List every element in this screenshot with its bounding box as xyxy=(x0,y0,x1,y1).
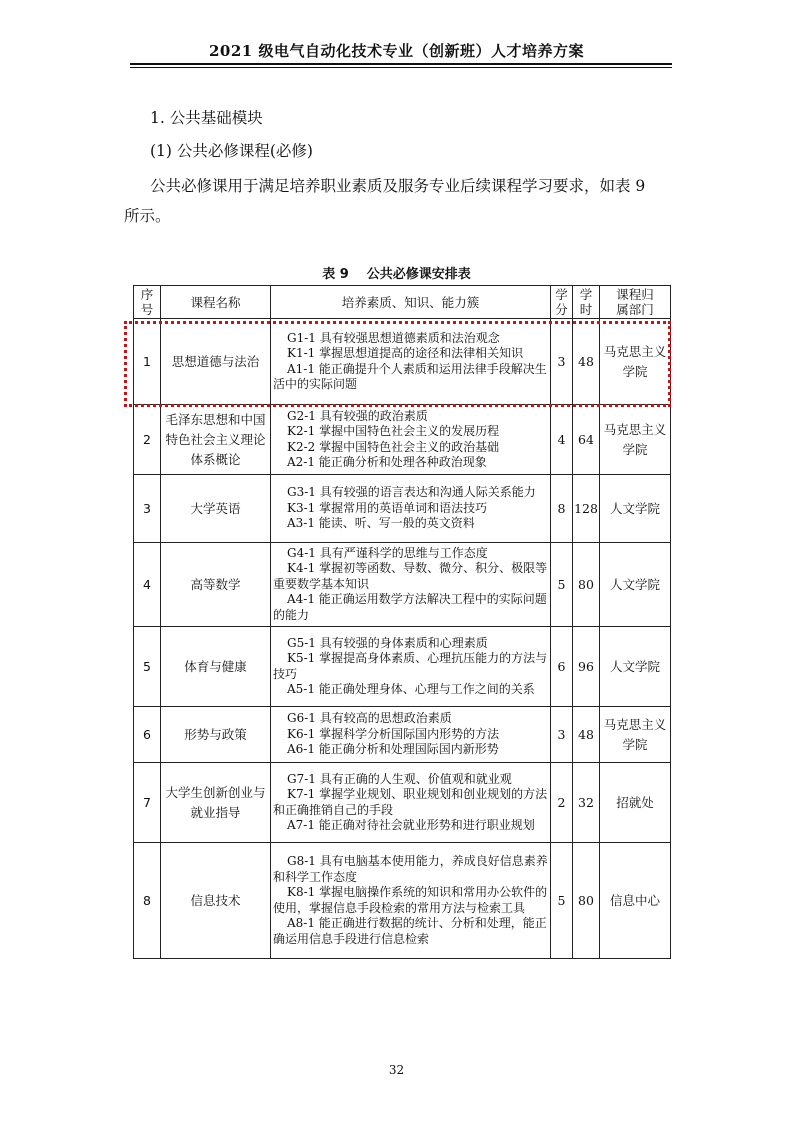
header-course-name: 课程名称 xyxy=(161,286,271,319)
table-header-row xyxy=(134,286,671,319)
header-index: 序 号 xyxy=(134,286,161,319)
row-credits: 2 xyxy=(551,763,573,843)
row-index: 7 xyxy=(134,763,161,843)
row-highlight-box xyxy=(124,321,671,407)
intro-paragraph-line2: 所示。 xyxy=(124,207,171,225)
table-row xyxy=(134,405,671,475)
row-credits: 3 xyxy=(551,319,573,405)
table-row xyxy=(134,543,671,627)
row-hours: 64 xyxy=(573,405,600,475)
row-index: 8 xyxy=(134,843,161,959)
row-hours: 128 xyxy=(573,475,600,543)
row-department: 信息中心 xyxy=(600,843,671,959)
row-course-name: 高等数学 xyxy=(161,543,271,627)
row-course-name: 体育与健康 xyxy=(161,627,271,707)
row-credits: 3 xyxy=(551,707,573,763)
header-competencies: 培养素质、知识、能力簇 xyxy=(271,286,551,319)
row-course-name: 思想道德与法治 xyxy=(161,319,271,405)
row-competencies: G3-1 具有较强的语言表达和沟通人际关系能力 K3-1 掌握常用的英语单词和语法技巧 A3-1 能读、听、写一般的英文资料 xyxy=(271,475,551,543)
table-row xyxy=(134,843,671,959)
row-competencies: G2-1 具有较强的政治素质 K2-1 掌握中国特色社会主义的发展历程 K2-2 掌握中国特色社会主义的政治基础 A2-1 能正确分析和处理各种政治现象 xyxy=(271,405,551,475)
table-caption-title: 公共必修课安排表 xyxy=(366,267,471,282)
page-number: 32 xyxy=(388,1063,405,1077)
table-row xyxy=(134,763,671,843)
header-department: 课程归 属部门 xyxy=(600,286,671,319)
table-row xyxy=(134,475,671,543)
intro-paragraph-line1: 公共必修课用于满足培养职业素质及服务专业后续课程学习要求，如表 9 xyxy=(150,177,646,195)
subsection-heading: (1) 公共必修课程(必修) xyxy=(150,142,313,160)
row-course-name: 大学生创新创业与就业指导 xyxy=(161,763,271,843)
header-hours: 学 时 xyxy=(573,286,600,319)
row-hours: 32 xyxy=(573,763,600,843)
row-department: 人文学院 xyxy=(600,543,671,627)
row-course-name: 形势与政策 xyxy=(161,707,271,763)
header-rule xyxy=(130,63,672,65)
row-competencies: G7-1 具有正确的人生观、价值观和就业观 K7-1 掌握学业规划、职业规划和创业规划的方法和正确推销自己的手段 A7-1 能正确对待社会就业形势和进行职业规划 xyxy=(271,763,551,843)
row-credits: 6 xyxy=(551,627,573,707)
row-hours: 48 xyxy=(573,319,600,405)
header-credits: 学 分 xyxy=(551,286,573,319)
table-row xyxy=(134,627,671,707)
row-course-name: 毛泽东思想和中国特色社会主义理论体系概论 xyxy=(161,405,271,475)
row-department: 招就处 xyxy=(600,763,671,843)
row-credits: 4 xyxy=(551,405,573,475)
row-competencies: G4-1 具有严谨科学的思维与工作态度 K4-1 掌握初等函数、导数、微分、积分、极限等重要数学基本知识 A4-1 能正确运用数学方法解决工程中的实际问题的能力 xyxy=(271,543,551,627)
row-hours: 96 xyxy=(573,627,600,707)
row-index: 5 xyxy=(134,627,161,707)
row-index: 6 xyxy=(134,707,161,763)
row-department: 马克思主义学院 xyxy=(600,319,671,405)
row-hours: 48 xyxy=(573,707,600,763)
table-caption-label: 表 9 xyxy=(322,267,349,282)
row-index: 3 xyxy=(134,475,161,543)
row-competencies: G8-1 具有电脑基本使用能力，养成良好信息素养和科学工作态度 K8-1 掌握电脑操作系统的知识和常用办公软件的使用，掌握信息手段检索的常用方法与检索工具 A8-1 能正确进行数据的统计、分析和处理，能正确运用信息手段进行信息检索 xyxy=(271,843,551,959)
table-caption xyxy=(0,263,793,282)
row-index: 2 xyxy=(134,405,161,475)
row-index: 1 xyxy=(134,319,161,405)
row-department: 人文学院 xyxy=(600,475,671,543)
row-hours: 80 xyxy=(573,543,600,627)
header-rule-thin xyxy=(130,67,672,68)
row-hours: 80 xyxy=(573,843,600,959)
row-course-name: 大学英语 xyxy=(161,475,271,543)
row-index: 4 xyxy=(134,543,161,627)
table-row xyxy=(134,707,671,763)
row-competencies: G1-1 具有较强思想道德素质和法治观念 K1-1 掌握思想道提高的途径和法律相关知识 A1-1 能正确提升个人素质和运用法律手段解决生活中的实际问题 xyxy=(271,319,551,405)
row-competencies: G6-1 具有较高的思想政治素质 K6-1 掌握科学分析国际国内形势的方法 A6-1 能正确分析和处理国际国内新形势 xyxy=(271,707,551,763)
row-department: 人文学院 xyxy=(600,627,671,707)
row-course-name: 信息技术 xyxy=(161,843,271,959)
row-credits: 5 xyxy=(551,543,573,627)
row-department: 马克思主义学院 xyxy=(600,405,671,475)
row-competencies: G5-1 具有较强的身体素质和心理素质 K5-1 掌握提高身体素质、心理抗压能力的方法与技巧 A5-1 能正确处理身体、心理与工作之间的关系 xyxy=(271,627,551,707)
row-credits: 8 xyxy=(551,475,573,543)
row-department: 马克思主义学院 xyxy=(600,707,671,763)
section-heading: 1. 公共基础模块 xyxy=(150,109,263,127)
page-header-title: 2021 级电气自动化技术专业（创新班）人才培养方案 xyxy=(209,42,584,60)
row-credits: 5 xyxy=(551,843,573,959)
